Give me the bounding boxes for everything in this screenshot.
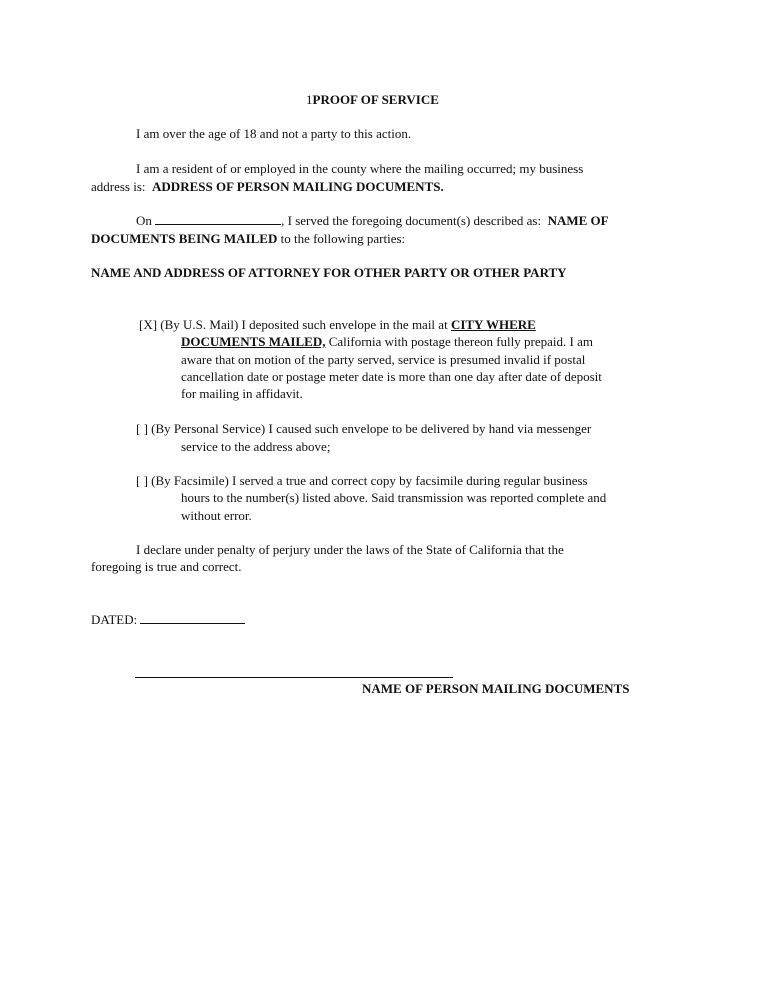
mail-line-1 (139, 316, 536, 333)
mail-line-3: aware that on motion of the party served, service is presumed invalid if postal (181, 352, 586, 367)
served-tail: to the following parties: (280, 231, 406, 246)
mail-line-2 (181, 333, 593, 350)
date-served-blank[interactable] (155, 213, 281, 225)
signature-line[interactable] (135, 677, 453, 678)
page-title (306, 91, 439, 108)
dated-label: DATED: (91, 612, 138, 627)
served-text: , I served the foregoing document(s) described as: (281, 213, 542, 228)
title-text: PROOF OF SERVICE (312, 92, 439, 107)
personal-checkbox[interactable]: [ ] (136, 421, 148, 436)
party-heading: NAME AND ADDRESS OF ATTORNEY FOR OTHER PARTY OR OTHER PARTY (91, 265, 567, 280)
fax-checkbox[interactable]: [ ] (136, 473, 148, 488)
declare-line-2: foregoing is true and correct. (91, 559, 242, 574)
mail-line-5: for mailing in affidavit. (181, 386, 303, 401)
mail-city-b: DOCUMENTS MAILED, (181, 334, 326, 349)
mail-checkbox[interactable]: [X] (139, 317, 158, 332)
footnote-marker: 1 (306, 92, 313, 107)
resident-line-1: I am a resident of or employed in the county where the mailing occurred; my business (136, 161, 584, 176)
mail-lead: (By U.S. Mail) I deposited such envelope in the mail at (160, 317, 448, 332)
served-line-1 (136, 212, 609, 229)
dated-blank[interactable] (140, 612, 245, 624)
personal-line-2: service to the address above; (181, 439, 331, 454)
documents-name-b: DOCUMENTS BEING MAILED (91, 231, 278, 246)
personal-text: (By Personal Service) I caused such envelope to be delivered by hand via messenger (151, 421, 592, 436)
dated-line (91, 611, 245, 628)
business-address: ADDRESS OF PERSON MAILING DOCUMENTS. (152, 179, 444, 194)
fax-line-1 (136, 472, 588, 489)
on-label: On (136, 213, 152, 228)
documents-name-a: NAME OF (547, 213, 609, 228)
mail-city-a: CITY WHERE (450, 317, 536, 332)
personal-line-1 (136, 420, 591, 437)
resident-line-2 (91, 178, 444, 195)
address-lead: address is: (91, 179, 146, 194)
age-statement: I am over the age of 18 and not a party to this action. (136, 126, 412, 141)
fax-line-3: without error. (181, 508, 252, 523)
fax-text: (By Facsimile) I served a true and correct copy by facsimile during regular business (151, 473, 588, 488)
served-line-2 (91, 230, 405, 247)
mail-line-4: cancellation date or postage meter date is more than one day after date of deposit (181, 369, 602, 384)
mail-line-2-text: California with postage thereon fully prepaid. I am (328, 334, 593, 349)
declare-line-1: I declare under penalty of perjury under the laws of the State of California that the (136, 542, 564, 557)
fax-line-2: hours to the number(s) listed above. Said transmission was reported complete and (181, 490, 607, 505)
signer-name: NAME OF PERSON MAILING DOCUMENTS (362, 681, 630, 696)
